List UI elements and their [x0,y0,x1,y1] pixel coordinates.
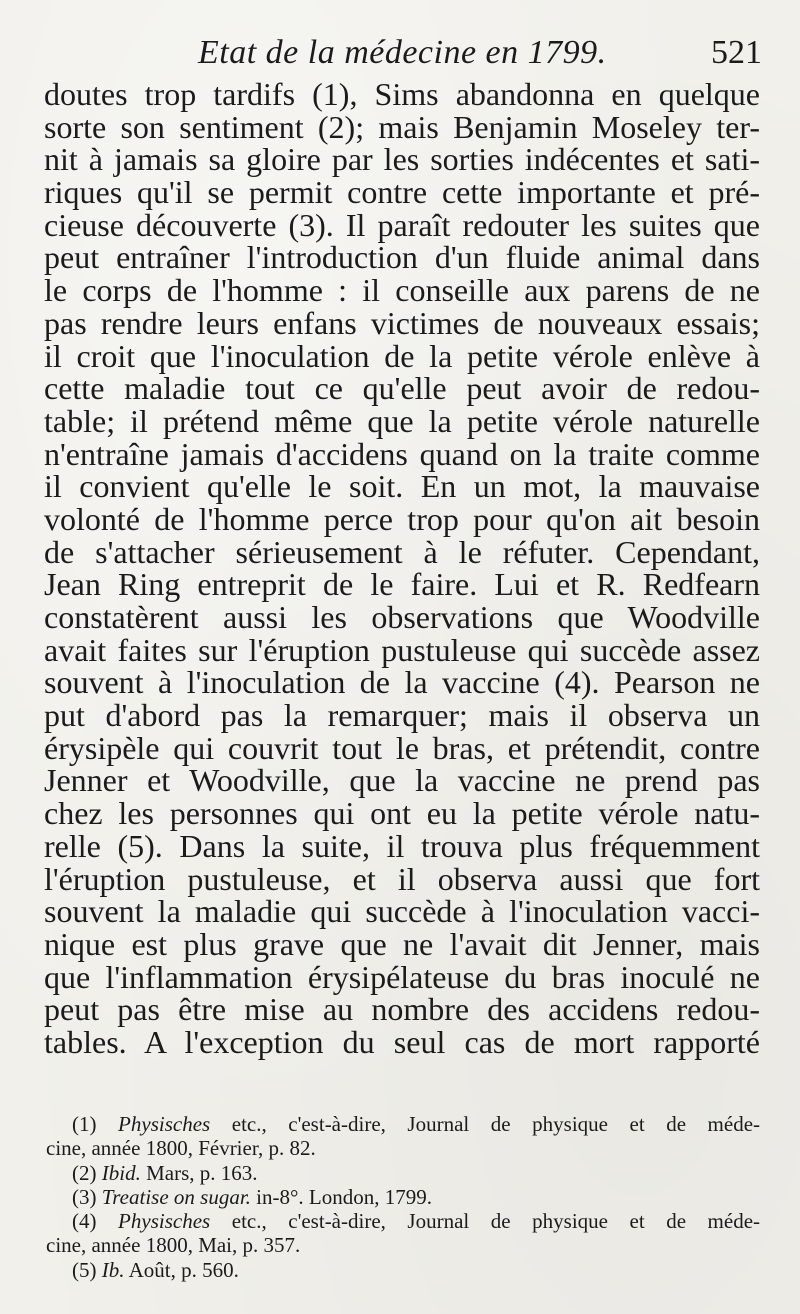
body-line: chez les personnes qui ont eu la petite vérole natu- [44,795,760,832]
body-line: peut pas être mise au nombre des accidens redou- [44,991,760,1028]
footnote-marker: (5) [72,1257,97,1282]
body-text [44,78,760,1059]
body-line: Jenner et Woodville, que la vaccine ne prend pas [44,762,760,799]
body-line: put d'abord pas la remarquer; mais il observa un [44,697,760,734]
body-line: doutes trop tardifs (1), Sims abandonna en quelque [44,76,760,112]
body-line: l'éruption pustuleuse, et il observa aussi que fort [44,860,760,897]
body-line: peut entraîner l'introduction d'un fluide animal dans [44,239,760,276]
body-line: cette maladie tout ce qu'elle peut avoir de redou- [44,370,760,407]
body-line: sorte son sentiment (2); mais Benjamin Moseley ter- [44,108,760,145]
body-line: de s'attacher sérieusement à le réfuter. Cependant, [44,533,760,570]
body-line: pas rendre leurs enfans victimes de nouveaux essais; [44,304,760,341]
footnote-title: Ib. [101,1257,125,1282]
footnote-marker: (4) [72,1209,97,1234]
body-line: il croit que l'inoculation de la petite vérole enlève à [44,337,760,374]
body-line: nit à jamais sa gloire par les sorties indécentes et sati- [44,141,760,178]
body-line: cieuse découverte (3). Il paraît redouter les suites que [44,206,760,243]
footnote-title: Ibid. [101,1160,141,1185]
footnote-text: Août, p. 560. [128,1257,239,1282]
footnote-text: Mars, p. 163. [146,1160,258,1185]
body-line: souvent à l'inoculation de la vaccine (4). Pearson ne [44,664,760,701]
body-line: riques qu'il se permit contre cette importante et pré- [44,174,760,211]
running-title: Etat de la médecine en 1799. [198,34,607,71]
body-line: avait faites sur l'éruption pustuleuse qui succède assez [44,631,760,668]
body-line: relle (5). Dans la suite, il trouva plus fréquemment [44,827,760,864]
body-line: Jean Ring entreprit de le faire. Lui et R. Redfearn [44,566,760,603]
footnote-2 [46,1161,760,1185]
footnote-text: etc., c'est-à-dire, Journal de physique et de méde- [231,1209,761,1234]
footnote-marker: (3) [72,1184,97,1209]
body-line: le corps de l'homme : il conseille aux parens de ne [44,272,760,309]
body-line: volonté de l'homme perce trop pour qu'on ait besoin [44,500,760,537]
body-line: tables. A l'exception du seul cas de mort rapporté [44,1023,760,1060]
body-line: que l'inflammation érysipélateuse du bras inoculé ne [44,958,760,995]
body-line: n'entraîne jamais d'accidens quand on la traite comme [44,435,760,472]
footnotes [46,1112,760,1282]
footnote-4-continuation: cine, année 1800, Mai, p. 357. [46,1233,301,1258]
footnote-3 [46,1185,760,1209]
body-line: table; il prétend même que la petite vérole naturelle [44,402,760,439]
footnote-1-continuation: cine, année 1800, Février, p. 82. [46,1136,316,1161]
footnote-4 [46,1209,760,1233]
body-line: constatèrent aussi les observations que Woodville [44,599,760,635]
footnote-marker: (2) [72,1160,97,1185]
body-line: érysipèle qui couvrit tout le bras, et prétendit, contre [44,729,760,766]
footnote-title: Treatise on sugar. [101,1184,251,1209]
footnote-text: in-8°. London, 1799. [256,1184,432,1209]
footnote-title: Physisches [118,1209,211,1234]
footnote-title: Physisches [118,1112,211,1136]
body-line: nique est plus grave que ne l'avait dit Jenner, mais [44,925,760,962]
footnote-5 [46,1258,760,1282]
footnote-text: etc., c'est-à-dire, Journal de physique et de méde- [231,1112,761,1136]
page-number: 521 [711,34,762,71]
body-line: il convient qu'elle le soit. En un mot, la mauvaise [44,468,760,505]
body-line: souvent la maladie qui succède à l'inoculation vacci- [44,893,760,930]
running-header [0,30,800,74]
footnote-1 [46,1112,760,1136]
footnote-marker: (1) [72,1112,97,1136]
